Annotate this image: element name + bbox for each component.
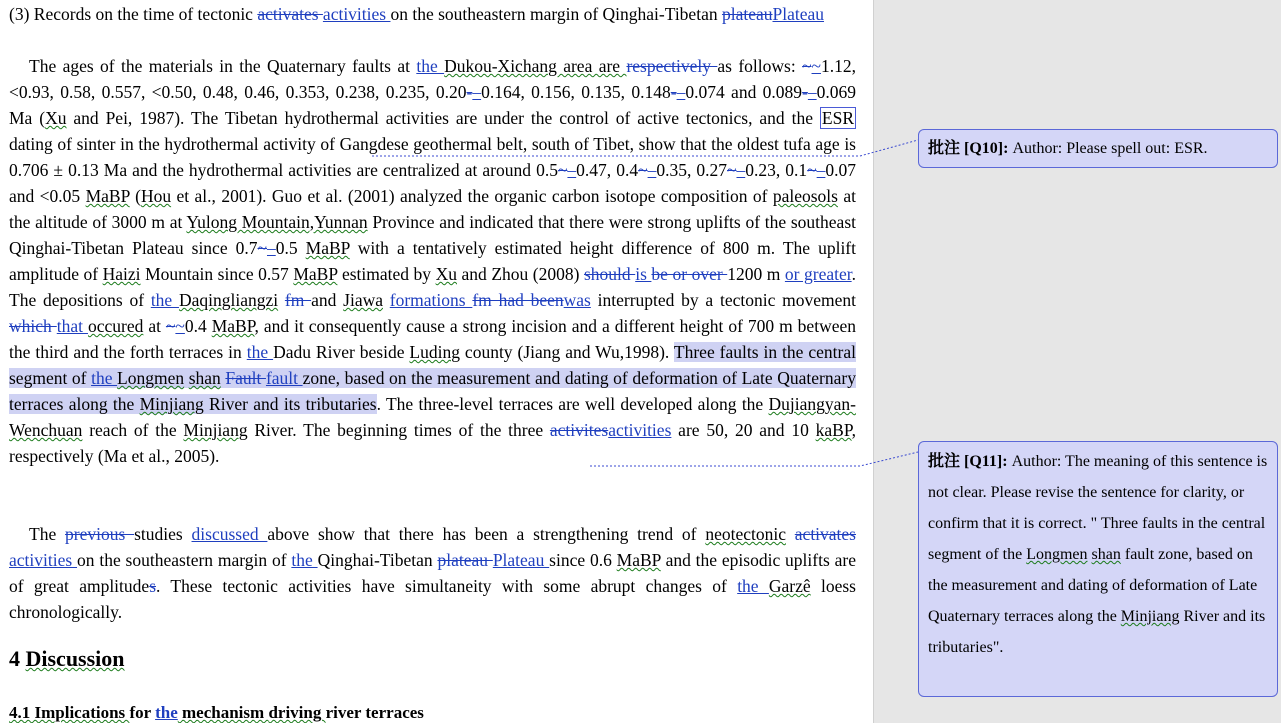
spellcheck-word: Garzê <box>768 576 811 596</box>
text-run: above show that there has been a strengthening trend of <box>267 524 706 544</box>
inserted-text[interactable]: activities <box>9 550 78 570</box>
text-run: mechanism <box>177 703 269 722</box>
spellcheck-word: Xu <box>435 264 457 284</box>
text-run: . The depositions of <box>9 264 856 310</box>
text-run: 0.35, 0.27 <box>656 160 728 180</box>
comment-tag: 批注 [Q10]: <box>928 140 1009 157</box>
text-run: The ages of the materials in the Quaternary faults at <box>29 56 417 76</box>
heading-number: 4 <box>9 646 26 671</box>
spellcheck-word: MaBP <box>85 186 130 206</box>
text-run: Qinghai-Tibetan <box>317 550 438 570</box>
deleted-text[interactable]: be or over <box>651 264 728 284</box>
text-run: on the southeastern margin of Qinghai-Tibetan <box>390 4 722 24</box>
text-run: et al., 2001). Guo et al. (2001) analyzed the organic carbon isotope composition of <box>171 186 773 206</box>
inserted-text[interactable]: activities <box>608 420 672 440</box>
deleted-text[interactable]: s <box>149 576 156 596</box>
spellcheck-word: Hou <box>140 186 172 206</box>
comment-text: Author: The meaning of this sentence is not clear. Please revise the sentence for clarity, or confirm that it is correct. " Three faults in the central segment of the <box>928 453 1268 563</box>
text-run: dating of sinter in the hydrothermal activity of Gangdese geothermal belt, south of Tibet, show that the oldest tufa age is 0.706 ± 0.13 Ma and the hydrothermal activities are centralized at around 0.5 <box>9 134 856 180</box>
comment-q11[interactable] <box>918 441 1278 697</box>
text-run: River and its tributaries <box>203 394 377 414</box>
spellcheck-word: MaBP <box>616 550 661 570</box>
text-run: at <box>143 316 166 336</box>
text-run: driving <box>268 703 326 722</box>
text-run: and the episodic uplifts are of great amplitude <box>9 550 856 596</box>
heading-discussion <box>9 646 125 672</box>
text-run: 0.074 and 0.089 <box>685 82 803 102</box>
heading-text: Discussion <box>25 646 125 671</box>
text-run: , and it consequently cause a strong incision and a different height of 700 m between the third and the forth terraces in <box>9 316 856 362</box>
deleted-text[interactable]: plateau <box>721 4 773 24</box>
text-run: 0.069 Ma ( <box>9 82 856 128</box>
text-run: 0.5 <box>275 238 306 258</box>
text-run: county (Jiang and Wu,1998). <box>459 342 674 362</box>
text-run: . The three-level terraces are well developed along the <box>376 394 769 414</box>
spellcheck-word: Minjiang <box>139 394 204 414</box>
text-run: River. The beginning times of the three <box>247 420 550 440</box>
text-run: The <box>29 524 66 544</box>
spellcheck-word: shan <box>188 368 221 388</box>
deleted-text[interactable]: ~ <box>727 160 737 180</box>
deleted-text[interactable]: fm had been <box>472 290 564 310</box>
spellcheck-word: paleosols <box>772 186 838 206</box>
deleted-text[interactable]: ~ <box>638 160 648 180</box>
deleted-text[interactable]: ~ <box>557 160 568 180</box>
comment-tag: 批注 [Q11]: <box>928 453 1008 470</box>
inserted-text[interactable]: the <box>91 368 118 388</box>
spellcheck-word: shan <box>1091 546 1121 563</box>
deleted-text[interactable]: fm <box>284 290 312 310</box>
spellcheck-word: occured <box>87 316 144 336</box>
deleted-text[interactable]: should <box>583 264 636 284</box>
deleted-text[interactable]: ~ <box>807 160 817 180</box>
inserted-text[interactable]: – <box>567 160 577 180</box>
text-run: and Zhou (2008) <box>456 264 584 284</box>
deleted-text[interactable]: - <box>466 82 473 102</box>
text-run: with a tentatively estimated height difference of 800 m. The uplift amplitude of <box>9 238 856 284</box>
spellcheck-word: Minjiang <box>183 420 248 440</box>
inserted-text[interactable]: activities <box>322 4 391 24</box>
deleted-text[interactable]: ~ <box>802 56 812 76</box>
spellcheck-word: Haizi <box>102 264 141 284</box>
inserted-text[interactable]: was <box>563 290 591 310</box>
text-run: 0.23, 0.1 <box>745 160 808 180</box>
text-run: river terraces <box>325 703 424 722</box>
text-run: for <box>129 703 156 722</box>
comment-text: Author: Please spell out: ESR. <box>1008 140 1208 157</box>
text-run <box>383 290 390 310</box>
inserted-text[interactable]: is <box>635 264 652 284</box>
deleted-text[interactable]: ~ <box>257 238 267 258</box>
text-run: reach of the <box>82 420 184 440</box>
text-run: are 50, 20 and 10 <box>671 420 816 440</box>
text-run: , respectively (Ma et al., 2005). <box>9 420 856 466</box>
spellcheck-word: neotectonic <box>705 524 786 544</box>
text-run: 1.12, <0.93, 0.58, 0.557, <0.50, 0.48, 0.46, 0.353, 0.238, 0.235, 0.20 <box>9 56 856 102</box>
text-run: zone, based on the measurement and dating of deformation of Late Quaternary terraces along the <box>9 368 856 414</box>
inserted-text[interactable]: Plateau <box>772 4 825 24</box>
text-run: Province and indicated that there were strong uplifts of the southeast Qinghai-Tibetan Plateau since 0.7 <box>9 212 856 258</box>
inserted-text[interactable]: – <box>676 82 686 102</box>
spellcheck-word: Longmen <box>1026 546 1088 563</box>
spellcheck-word: MaBP <box>211 316 255 336</box>
text-run: . These tectonic activities have simultaneity with some abrupt changes of <box>156 576 738 596</box>
text-run: loess chronologically. <box>9 576 856 622</box>
text-run: as follows: <box>717 56 803 76</box>
spellcheck-word: kaBP <box>815 420 852 440</box>
deleted-text[interactable]: - <box>670 82 677 102</box>
inserted-text[interactable]: – <box>807 82 817 102</box>
inserted-text[interactable]: formations <box>389 290 473 310</box>
text-run: since 0.6 <box>549 550 617 570</box>
text-run: Mountain since 0.57 <box>140 264 294 284</box>
spellcheck-word: Minjiang <box>1120 608 1180 625</box>
text-run: studies <box>134 524 192 544</box>
inserted-text[interactable]: Plateau <box>492 550 550 570</box>
inserted-text[interactable]: – <box>736 160 746 180</box>
text-run: and Pei, 1987). The Tibetan hydrothermal activities are under the control of active tectonics, and the <box>66 108 820 128</box>
comment-text: fault zone, based on the measurement and dating of deformation of Late Quaternary terraces along the <box>928 546 1258 625</box>
paragraph-ages <box>9 53 856 469</box>
spellcheck-word: Luding <box>409 342 460 362</box>
inserted-text[interactable]: or greater <box>784 264 852 284</box>
comment-text: River and its tributaries". <box>928 608 1266 656</box>
spellcheck-word: MaBP <box>293 264 338 284</box>
inserted-text[interactable]: the <box>416 56 445 76</box>
text-run: and <box>311 290 344 310</box>
spellcheck-word: Jiawa <box>343 290 383 310</box>
spellcheck-word: Daqingliangzi <box>178 290 279 310</box>
inserted-text[interactable]: – <box>266 238 276 258</box>
deleted-text[interactable]: activites <box>549 420 609 440</box>
text-run: ( <box>129 186 141 206</box>
text-run: at the altitude of 3000 m at <box>9 186 857 232</box>
text-run: (3) Records on the time of tectonic <box>9 4 258 24</box>
inserted-text[interactable]: that <box>56 316 88 336</box>
deleted-text[interactable]: activates <box>257 4 323 24</box>
text-run: Dadu River beside <box>273 342 410 362</box>
deleted-text[interactable]: - <box>802 82 808 102</box>
text-run: 0.07 and <0.05 <box>9 160 857 206</box>
inserted-text[interactable]: the <box>246 342 274 362</box>
deleted-text[interactable]: previous <box>65 524 135 544</box>
spellcheck-word: Xu <box>45 108 67 128</box>
text-run: 4.1 Implications <box>9 703 130 722</box>
inserted-text[interactable]: – <box>816 160 826 180</box>
deleted-text[interactable]: which <box>9 316 57 336</box>
text-run: interrupted by a tectonic movement <box>590 290 856 310</box>
spellcheck-word: Longmen <box>117 368 185 388</box>
text-run <box>278 290 285 310</box>
inserted-text[interactable]: fault <box>265 368 303 388</box>
text-run: estimated by <box>337 264 436 284</box>
spellcheck-word: Yulong Mountain,Yunnan <box>186 212 368 232</box>
inserted-text[interactable]: the <box>150 290 179 310</box>
text-run: 1200 m <box>727 264 785 284</box>
spellcheck-word: Dujiangyan-Wenchuan <box>9 394 856 440</box>
inserted-text[interactable]: the <box>737 576 769 596</box>
inserted-text[interactable]: discussed <box>191 524 268 544</box>
deleted-text[interactable]: Fault <box>225 368 266 388</box>
inserted-text[interactable]: – <box>472 82 482 102</box>
heading-4-1 <box>9 703 424 723</box>
deleted-text[interactable]: ~ <box>165 316 176 336</box>
text-run: on the southeastern margin of <box>77 550 292 570</box>
text-run: 0.4 <box>184 316 212 336</box>
deleted-text[interactable]: activates <box>794 524 856 544</box>
text-run <box>786 524 795 544</box>
inserted-text[interactable]: the <box>155 703 178 722</box>
paragraph-summary <box>9 521 856 625</box>
spellcheck-word: MaBP <box>305 238 350 258</box>
section-3-title <box>9 1 856 27</box>
comment-q10[interactable] <box>918 129 1278 168</box>
inserted-text[interactable]: ~ <box>811 56 821 76</box>
inserted-text[interactable]: the <box>291 550 318 570</box>
inserted-text[interactable]: ~ <box>175 316 185 336</box>
comment-anchor-esr[interactable]: ESR <box>821 108 854 128</box>
deleted-text[interactable]: respectively <box>626 56 718 76</box>
text-run: 0.164, 0.156, 0.135, 0.148 <box>481 82 671 102</box>
inserted-text[interactable]: – <box>647 160 657 180</box>
deleted-text[interactable]: plateau <box>437 550 493 570</box>
text-run: 0.47, 0.4 <box>576 160 639 180</box>
text-run: Three faults in the central segment of <box>9 342 856 388</box>
text-run: Dukou-Xichang area are <box>444 56 627 76</box>
